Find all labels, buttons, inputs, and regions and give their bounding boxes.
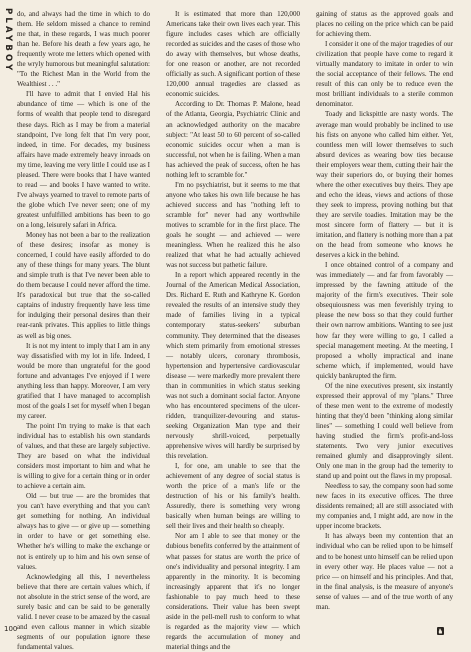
paragraph: It has always been my contention that an individual who can be relied upon to be himself and to be honest unto himself can be relied upon in every other way. He places value — not a price — on himself and his principles. And that, in the final analysis, is the measure of anyone's sense of values — and of the true worth of any man.	[316, 532, 453, 611]
paragraph: Old — but true — are the bromides that you can't have everything and that you can't get something for nothing. An individual always has to give — or give up — something in order to have or get something else. Whether he's willing to make the exchange or not is entirely up to him and his own sense of values.	[17, 492, 150, 571]
paragraph: Money has not been a bar to the realization of these desires; insofar as money is concerned, I could have easily afforded to do any of these things for many years. The blunt and simple truth is that I've never been able to do them because I could never afford the time. It's paradoxical but true that the so-called captains of industry frequently have less time for indulging their personal desires than their rear-rank privates. This applies to little things as well as big ones.	[17, 231, 150, 340]
text-column-3	[316, 9, 453, 631]
paragraph: I'm no psychiatrist, but it seems to me that anyone who takes his own life because he has achieved success and has "nothing left to scramble for" never had any worthwhile motives to scramble for in the first place. The goals he sought — and achieved — were meaningless. When he realized this he also realized that what he had actually achieved was not success but pathetic failure.	[166, 180, 300, 270]
paragraph: According to Dr. Thomas P. Malone, head of the Atlanta, Georgia, Psychiatric Clinic and an acknowledged authority on the macabre subject: "At least 50 to 60 percent of so-called economic suicides occur when a man is successful, not when he is failing. When a man has achieved the peak of success, often he has nothing left to scramble for."	[166, 100, 300, 179]
text-column-1	[17, 9, 150, 651]
paragraph: I'll have to admit that I envied Hal his abundance of time — which is one of the forms of wealth that people tend to disregard these days. Rich as I may be from a material standpoint, I've long felt that I'm very poor, indeed, in time. For decades, my business affairs have made extremely heavy inroads on my time, leaving me very little I could use as I pleased. There were books that I have wanted to read — and books I have wanted to write. I've always yearned to travel to remote parts of the globe which I've never seen; one of my greatest unfulfilled ambitions has been to go on a long, leisurely safari in Africa.	[17, 90, 150, 229]
paragraph: The point I'm trying to make is that each individual has to establish his own standards of values, and that these are largely subjective. They are based on what the individual considers most important to him and what he is willing to give for a certain thing or in order to achieve a certain aim.	[17, 421, 150, 491]
text-column-2	[166, 9, 300, 651]
paragraph: Nor am I able to see that money or the dubious benefits conferred by the attainment of what passes for status are worth the price of one's individuality and personal integrity. I am apparently in the minority. It is becoming increasingly apparent that it's no longer fashionable to pay much heed to these considerations. Their value has been swept aside in the pell-mell rush to conform to what is regarded as the majority view — which regards the accumulation of money and material things and the	[166, 532, 300, 651]
paragraph: Needless to say, the company soon had some new faces in its executive offices. The three dissidents remained; all are still associated with my companies and, I might add, are now in the upper income brackets.	[316, 482, 453, 531]
paragraph: do, and always had the time in which to do them. He seldom missed a chance to remind me that, in these regards, I was much poorer than he. Before his death a few years ago, he frequently wrote me letters which opened with the wryly humorous but meaningful salutation: "To the Richest Man in the World from the Wealthiest . . ."	[17, 10, 150, 89]
paragraph: In a report which appeared recently in the Journal of the American Medical Association, Drs. Richard E. Ruth and Kathryne K. Gordon revealed the results of an intensive study they made of families living in a typical contemporary status-seekers' suburban community. They determined that the diseases which stem primarily from emotional stresses — notably ulcers, coronary thrombosis, hypertension and hypertensive cardiovascular disease — were markedly more prevalent there than in communities in which status seeking was not such a dominant social factor. Anyone who has encountered specimens of the ulcer-ridden, tranquilizer-devouring and status-seeking Organization Man type and their nervously shrill-voiced, perpetually apprehensive wives will hardly be surprised by this revelation.	[166, 271, 300, 461]
paragraph: gaining of status as the approved goals and places no ceiling on the price which can be paid for achieving them.	[316, 10, 453, 39]
paragraph: I once obtained control of a company and was immediately — and far from favorably — impressed by the fawning attitude of the majority of the firm's executives. Their sole obsequiousness was men feverishly trying to please the new boss so that they could further their own narrow ambitions. Wanting to see just how far they were willing to go, I called a special management meeting. At the meeting, I proposed a wholly impractical and inane scheme which, if implemented, would have quickly bankrupted the firm.	[316, 261, 453, 380]
page-number: 100	[4, 625, 18, 633]
paragraph: I, for one, am unable to see that the achievement of any degree of social status is worth the price of a man's life or the destruction of his or his family's health. Assuredly, there is something very wrong basically when human beings are willing to sell their lives and their health so cheaply.	[166, 462, 300, 531]
paragraph: Acknowledging all this, I nevertheless believe that there are certain values which, if not absolute in the strict sense of the word, are surely basic and can be said to be generally valid. I never cease to be amazed by the casual and even callous manner in which sizable segments of our population ignore these fundamental values.	[17, 572, 150, 651]
paragraph: I consider it one of the major tragedies of our civilization that people have come to regard it virtually mandatory to imitate in order to win the social acceptance of their fellows. The end result of this can only be to reduce even the most brilliant individuals to a sterile common denominator.	[316, 40, 453, 109]
paragraph: It is not my intent to imply that I am in any way dissatisfied with my lot in life. Indeed, I would be more than ungrateful for the good fortune and advantages I've enjoyed if I were anything less than happy. Moreover, I am very gratified that I have managed to accomplish most of the goals I set for myself when I began my career.	[17, 341, 150, 420]
paragraph: It is estimated that more than 120,000 Americans take their own lives each year. This figure includes cases which are officially recorded as suicides and the cases of those who do away with themselves, but whose deaths, for one reason or another, are not recorded officially as such. A significant portion of these 120,000 annual tragedies are classed as economic suicides.	[166, 10, 300, 99]
paragraph: Toady and lickspittle are nasty words. The average man would probably be inclined to use his fists on anyone who called him either. Yet, countless men will lower themselves to such absurd devices as wearing bow ties because their employers wear them, cutting their hair the way their superiors do, or buying their homes where the other executives buy theirs. They ape and echo the ideas, views and actions of those they seek to impress, proving nothing but that they are servile toadies. Imitation may be the most sincere form of flattery — but it is imitation, and flattery is nothing more than a pat on the head from someone who knows he deserves a kick in the behind.	[316, 110, 453, 260]
paragraph: Of the nine executives present, six instantly expressed their approval of my "plans." Three of these men went to the extreme of modestly hinting that they'd been "thinking along similar lines" — something I could well believe from having studied the firm's profit-and-loss statements. Two very junior executives remained glumly and disapprovingly silent. Only one man in the group had the temerity to stand up and point out the flaws in my proposal.	[316, 381, 453, 481]
magazine-side-title: PLAYBOY	[3, 8, 13, 74]
playboy-rabbit-icon	[437, 627, 444, 635]
